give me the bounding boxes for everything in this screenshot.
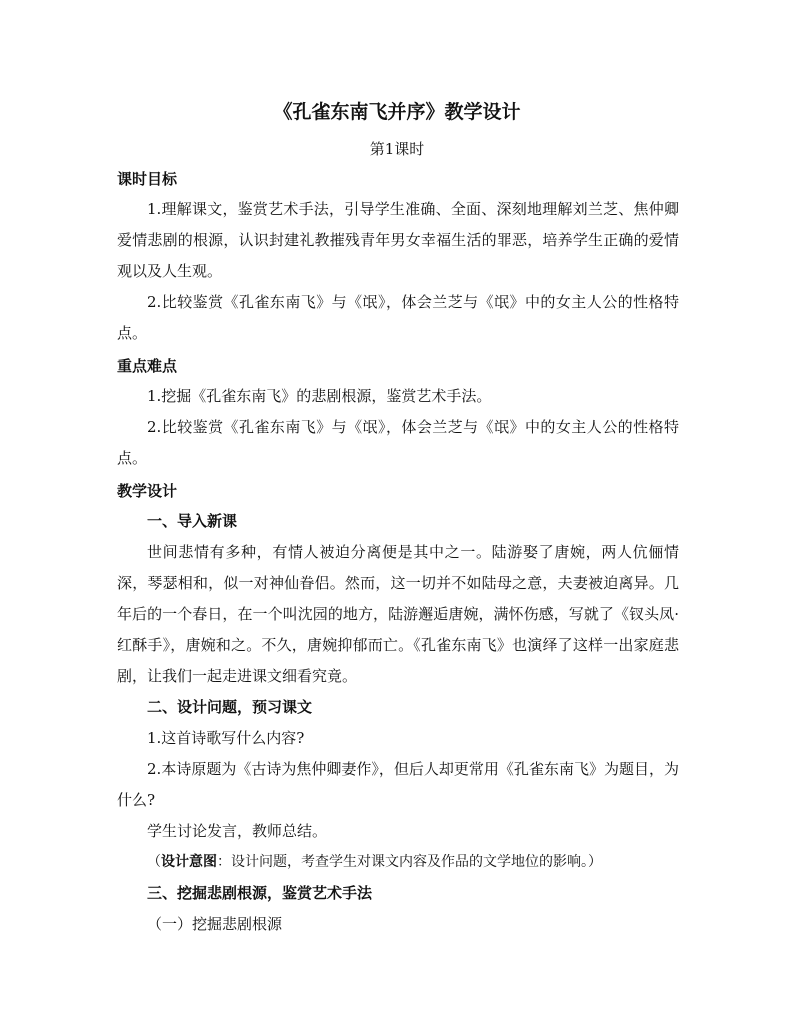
note-label: 设计意图: [161, 854, 217, 870]
question-1: 1.这首诗歌写什么内容?: [147, 729, 305, 747]
keypoint-1: 1.挖掘《孔雀东南飞》的悲剧根源，鉴赏艺术手法。: [147, 387, 492, 405]
step-2-title: 二、设计问题，预习课文: [147, 698, 313, 716]
step-3-subheading: （一）挖掘悲剧根源: [147, 915, 283, 933]
objective-1: 1.理解课文，鉴赏艺术手法，引导学生准确、全面、深刻地理解刘兰芝、焦仲卿爱情悲剧的根源，认识封建礼教摧残青年男女幸福生活的罪恶，培养学生正确的爱情观以及人生观。: [117, 200, 679, 280]
heading-design: 教学设计: [117, 482, 178, 500]
lesson-subtitle: 第1课时: [369, 140, 425, 158]
keypoint-2: 2.比较鉴赏《孔雀东南飞》与《氓》，体会兰芝与《氓》中的女主人公的性格特点。: [117, 418, 679, 467]
discussion-note: 学生讨论发言，教师总结。: [147, 822, 328, 840]
heading-keypoints: 重点难点: [117, 357, 178, 375]
note-open-paren: （: [147, 854, 161, 870]
document-body: [117, 164, 679, 940]
design-intent-note: [117, 847, 679, 878]
step-3-title: 三、挖掘悲剧根源，鉴赏艺术手法: [147, 884, 373, 902]
note-text: ：设计问题，考查学生对课文内容及作品的文学地位的影响。）: [217, 854, 602, 870]
page-title: 《孔雀东南飞并序》教学设计: [273, 101, 521, 123]
objective-2: 2.比较鉴赏《孔雀东南飞》与《氓》，体会兰芝与《氓》中的女主人公的性格特点。: [117, 293, 679, 342]
question-2: 2.本诗原题为《古诗为焦仲卿妻作》，但后人却更常用《孔雀东南飞》为题目，为什么?: [117, 760, 679, 809]
step-1-text: 世间悲情有多种，有情人被迫分离便是其中之一。陆游娶了唐婉，两人伉俪情深，琴瑟相和，似一对神仙眷侣。然而，这一切并不如陆母之意，夫妻被迫离异。几年后的一个春日，在一个叫沈园的地方，陆游邂逅唐婉，满怀伤感，写就了《钗头凤·红酥手》，唐婉和之。不久，唐婉抑郁而亡。《孔雀东南飞》也演绎了这样一出家庭悲剧，让我们一起走进课文细看究竟。: [117, 543, 679, 685]
heading-objectives: 课时目标: [117, 170, 178, 188]
step-1-title: 一、导入新课: [147, 512, 238, 530]
